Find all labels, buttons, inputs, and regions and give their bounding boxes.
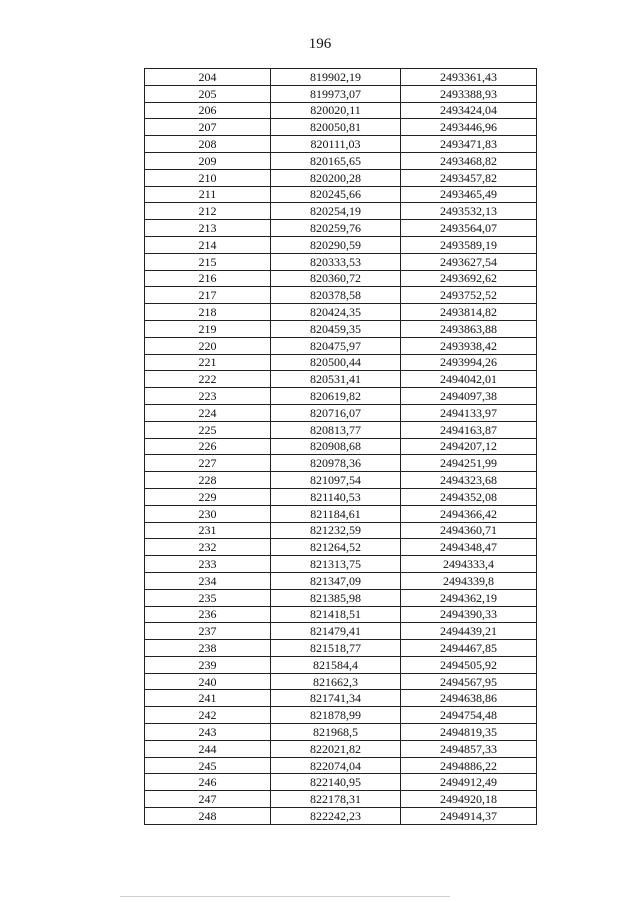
table-row bbox=[145, 808, 537, 825]
x-coordinate-cell: 820020,11 bbox=[271, 102, 401, 119]
point-number-cell: 231 bbox=[145, 522, 271, 539]
x-coordinate-cell: 821968,5 bbox=[271, 724, 401, 741]
x-coordinate-cell: 819902,19 bbox=[271, 69, 401, 86]
table-row bbox=[145, 85, 537, 102]
x-coordinate-cell: 822140,95 bbox=[271, 774, 401, 791]
table-row bbox=[145, 472, 537, 489]
table-row bbox=[145, 69, 537, 86]
x-coordinate-cell: 820978,36 bbox=[271, 455, 401, 472]
y-coordinate-cell: 2494914,37 bbox=[401, 808, 537, 825]
point-number-cell: 241 bbox=[145, 690, 271, 707]
table-row bbox=[145, 438, 537, 455]
y-coordinate-cell: 2494207,12 bbox=[401, 438, 537, 455]
y-coordinate-cell: 2494467,85 bbox=[401, 640, 537, 657]
table-row bbox=[145, 136, 537, 153]
y-coordinate-cell: 2494857,33 bbox=[401, 740, 537, 757]
point-number-cell: 212 bbox=[145, 203, 271, 220]
x-coordinate-cell: 822242,23 bbox=[271, 808, 401, 825]
point-number-cell: 214 bbox=[145, 236, 271, 253]
point-number-cell: 206 bbox=[145, 102, 271, 119]
point-number-cell: 216 bbox=[145, 270, 271, 287]
y-coordinate-cell: 2493457,82 bbox=[401, 169, 537, 186]
table-row bbox=[145, 556, 537, 573]
point-number-cell: 220 bbox=[145, 337, 271, 354]
x-coordinate-cell: 821264,52 bbox=[271, 539, 401, 556]
table-row bbox=[145, 186, 537, 203]
point-number-cell: 247 bbox=[145, 791, 271, 808]
y-coordinate-cell: 2493994,26 bbox=[401, 354, 537, 371]
y-coordinate-cell: 2494638,86 bbox=[401, 690, 537, 707]
x-coordinate-cell: 820259,76 bbox=[271, 220, 401, 237]
y-coordinate-cell: 2493388,93 bbox=[401, 85, 537, 102]
table-row bbox=[145, 320, 537, 337]
table-row bbox=[145, 673, 537, 690]
y-coordinate-cell: 2493446,96 bbox=[401, 119, 537, 136]
y-coordinate-cell: 2494097,38 bbox=[401, 388, 537, 405]
coordinates-table bbox=[144, 68, 537, 825]
point-number-cell: 217 bbox=[145, 287, 271, 304]
point-number-cell: 232 bbox=[145, 539, 271, 556]
x-coordinate-cell: 820111,03 bbox=[271, 136, 401, 153]
x-coordinate-cell: 821584,4 bbox=[271, 656, 401, 673]
x-coordinate-cell: 821479,41 bbox=[271, 623, 401, 640]
page-number: 196 bbox=[308, 36, 332, 52]
y-coordinate-cell: 2493532,13 bbox=[401, 203, 537, 220]
point-number-cell: 215 bbox=[145, 253, 271, 270]
y-coordinate-cell: 2494439,21 bbox=[401, 623, 537, 640]
point-number-cell: 228 bbox=[145, 472, 271, 489]
x-coordinate-cell: 820500,44 bbox=[271, 354, 401, 371]
table-row bbox=[145, 606, 537, 623]
y-coordinate-cell: 2494042,01 bbox=[401, 371, 537, 388]
table-row bbox=[145, 152, 537, 169]
table-row bbox=[145, 102, 537, 119]
point-number-cell: 229 bbox=[145, 488, 271, 505]
table-row bbox=[145, 707, 537, 724]
y-coordinate-cell: 2494920,18 bbox=[401, 791, 537, 808]
x-coordinate-cell: 821662,3 bbox=[271, 673, 401, 690]
x-coordinate-cell: 821878,99 bbox=[271, 707, 401, 724]
point-number-cell: 221 bbox=[145, 354, 271, 371]
table-row bbox=[145, 236, 537, 253]
x-coordinate-cell: 820475,97 bbox=[271, 337, 401, 354]
point-number-cell: 235 bbox=[145, 589, 271, 606]
y-coordinate-cell: 2493863,88 bbox=[401, 320, 537, 337]
x-coordinate-cell: 821184,61 bbox=[271, 505, 401, 522]
y-coordinate-cell: 2493752,52 bbox=[401, 287, 537, 304]
point-number-cell: 242 bbox=[145, 707, 271, 724]
table-row bbox=[145, 304, 537, 321]
y-coordinate-cell: 2494323,68 bbox=[401, 472, 537, 489]
y-coordinate-cell: 2494133,97 bbox=[401, 404, 537, 421]
y-coordinate-cell: 2493424,04 bbox=[401, 102, 537, 119]
point-number-cell: 234 bbox=[145, 572, 271, 589]
x-coordinate-cell: 821347,09 bbox=[271, 572, 401, 589]
x-coordinate-cell: 820531,41 bbox=[271, 371, 401, 388]
table-row bbox=[145, 371, 537, 388]
table-row bbox=[145, 791, 537, 808]
coordinates-table-body bbox=[145, 69, 537, 825]
point-number-cell: 245 bbox=[145, 757, 271, 774]
y-coordinate-cell: 2494163,87 bbox=[401, 421, 537, 438]
table-row bbox=[145, 203, 537, 220]
x-coordinate-cell: 822178,31 bbox=[271, 791, 401, 808]
y-coordinate-cell: 2493589,19 bbox=[401, 236, 537, 253]
y-coordinate-cell: 2494505,92 bbox=[401, 656, 537, 673]
table-row bbox=[145, 690, 537, 707]
point-number-cell: 226 bbox=[145, 438, 271, 455]
point-number-cell: 205 bbox=[145, 85, 271, 102]
table-row bbox=[145, 169, 537, 186]
x-coordinate-cell: 821418,51 bbox=[271, 606, 401, 623]
y-coordinate-cell: 2494886,22 bbox=[401, 757, 537, 774]
point-number-cell: 248 bbox=[145, 808, 271, 825]
point-number-cell: 218 bbox=[145, 304, 271, 321]
table-row bbox=[145, 589, 537, 606]
point-number-cell: 222 bbox=[145, 371, 271, 388]
point-number-cell: 238 bbox=[145, 640, 271, 657]
x-coordinate-cell: 822074,04 bbox=[271, 757, 401, 774]
table-row bbox=[145, 354, 537, 371]
table-row bbox=[145, 522, 537, 539]
y-coordinate-cell: 2493465,49 bbox=[401, 186, 537, 203]
point-number-cell: 244 bbox=[145, 740, 271, 757]
x-coordinate-cell: 821313,75 bbox=[271, 556, 401, 573]
y-coordinate-cell: 2494352,08 bbox=[401, 488, 537, 505]
table-row bbox=[145, 640, 537, 657]
x-coordinate-cell: 821097,54 bbox=[271, 472, 401, 489]
table-row bbox=[145, 724, 537, 741]
y-coordinate-cell: 2494360,71 bbox=[401, 522, 537, 539]
y-coordinate-cell: 2494333,4 bbox=[401, 556, 537, 573]
x-coordinate-cell: 820333,53 bbox=[271, 253, 401, 270]
x-coordinate-cell: 820378,58 bbox=[271, 287, 401, 304]
x-coordinate-cell: 822021,82 bbox=[271, 740, 401, 757]
point-number-cell: 224 bbox=[145, 404, 271, 421]
table-row bbox=[145, 505, 537, 522]
point-number-cell: 225 bbox=[145, 421, 271, 438]
y-coordinate-cell: 2494362,19 bbox=[401, 589, 537, 606]
point-number-cell: 246 bbox=[145, 774, 271, 791]
table-row bbox=[145, 421, 537, 438]
point-number-cell: 210 bbox=[145, 169, 271, 186]
y-coordinate-cell: 2494819,35 bbox=[401, 724, 537, 741]
table-row bbox=[145, 404, 537, 421]
point-number-cell: 240 bbox=[145, 673, 271, 690]
x-coordinate-cell: 820459,35 bbox=[271, 320, 401, 337]
y-coordinate-cell: 2494390,33 bbox=[401, 606, 537, 623]
bottom-rule bbox=[120, 896, 450, 897]
x-coordinate-cell: 821741,34 bbox=[271, 690, 401, 707]
point-number-cell: 208 bbox=[145, 136, 271, 153]
y-coordinate-cell: 2494366,42 bbox=[401, 505, 537, 522]
y-coordinate-cell: 2493564,07 bbox=[401, 220, 537, 237]
table-row bbox=[145, 539, 537, 556]
point-number-cell: 239 bbox=[145, 656, 271, 673]
y-coordinate-cell: 2493468,82 bbox=[401, 152, 537, 169]
point-number-cell: 223 bbox=[145, 388, 271, 405]
y-coordinate-cell: 2493814,82 bbox=[401, 304, 537, 321]
table-row bbox=[145, 572, 537, 589]
x-coordinate-cell: 821140,53 bbox=[271, 488, 401, 505]
x-coordinate-cell: 821385,98 bbox=[271, 589, 401, 606]
table-row bbox=[145, 455, 537, 472]
point-number-cell: 209 bbox=[145, 152, 271, 169]
x-coordinate-cell: 820424,35 bbox=[271, 304, 401, 321]
x-coordinate-cell: 820290,59 bbox=[271, 236, 401, 253]
y-coordinate-cell: 2494567,95 bbox=[401, 673, 537, 690]
y-coordinate-cell: 2494339,8 bbox=[401, 572, 537, 589]
y-coordinate-cell: 2493361,43 bbox=[401, 69, 537, 86]
y-coordinate-cell: 2494912,49 bbox=[401, 774, 537, 791]
table-row bbox=[145, 337, 537, 354]
x-coordinate-cell: 820619,82 bbox=[271, 388, 401, 405]
y-coordinate-cell: 2494754,48 bbox=[401, 707, 537, 724]
table-row bbox=[145, 220, 537, 237]
table-row bbox=[145, 388, 537, 405]
table-row bbox=[145, 253, 537, 270]
table-row bbox=[145, 623, 537, 640]
table-row bbox=[145, 287, 537, 304]
point-number-cell: 243 bbox=[145, 724, 271, 741]
table-row bbox=[145, 740, 537, 757]
x-coordinate-cell: 820254,19 bbox=[271, 203, 401, 220]
point-number-cell: 236 bbox=[145, 606, 271, 623]
point-number-cell: 204 bbox=[145, 69, 271, 86]
table-row bbox=[145, 656, 537, 673]
x-coordinate-cell: 820813,77 bbox=[271, 421, 401, 438]
point-number-cell: 233 bbox=[145, 556, 271, 573]
x-coordinate-cell: 820200,28 bbox=[271, 169, 401, 186]
y-coordinate-cell: 2493938,42 bbox=[401, 337, 537, 354]
x-coordinate-cell: 820908,68 bbox=[271, 438, 401, 455]
table-row bbox=[145, 119, 537, 136]
point-number-cell: 230 bbox=[145, 505, 271, 522]
point-number-cell: 219 bbox=[145, 320, 271, 337]
table-row bbox=[145, 774, 537, 791]
x-coordinate-cell: 820165,65 bbox=[271, 152, 401, 169]
y-coordinate-cell: 2493627,54 bbox=[401, 253, 537, 270]
point-number-cell: 237 bbox=[145, 623, 271, 640]
x-coordinate-cell: 820360,72 bbox=[271, 270, 401, 287]
x-coordinate-cell: 821232,59 bbox=[271, 522, 401, 539]
y-coordinate-cell: 2493471,83 bbox=[401, 136, 537, 153]
x-coordinate-cell: 821518,77 bbox=[271, 640, 401, 657]
point-number-cell: 213 bbox=[145, 220, 271, 237]
y-coordinate-cell: 2493692,62 bbox=[401, 270, 537, 287]
point-number-cell: 227 bbox=[145, 455, 271, 472]
x-coordinate-cell: 819973,07 bbox=[271, 85, 401, 102]
table-row bbox=[145, 270, 537, 287]
x-coordinate-cell: 820050,81 bbox=[271, 119, 401, 136]
x-coordinate-cell: 820245,66 bbox=[271, 186, 401, 203]
y-coordinate-cell: 2494348,47 bbox=[401, 539, 537, 556]
table-row bbox=[145, 488, 537, 505]
point-number-cell: 211 bbox=[145, 186, 271, 203]
point-number-cell: 207 bbox=[145, 119, 271, 136]
y-coordinate-cell: 2494251,99 bbox=[401, 455, 537, 472]
table-row bbox=[145, 757, 537, 774]
x-coordinate-cell: 820716,07 bbox=[271, 404, 401, 421]
